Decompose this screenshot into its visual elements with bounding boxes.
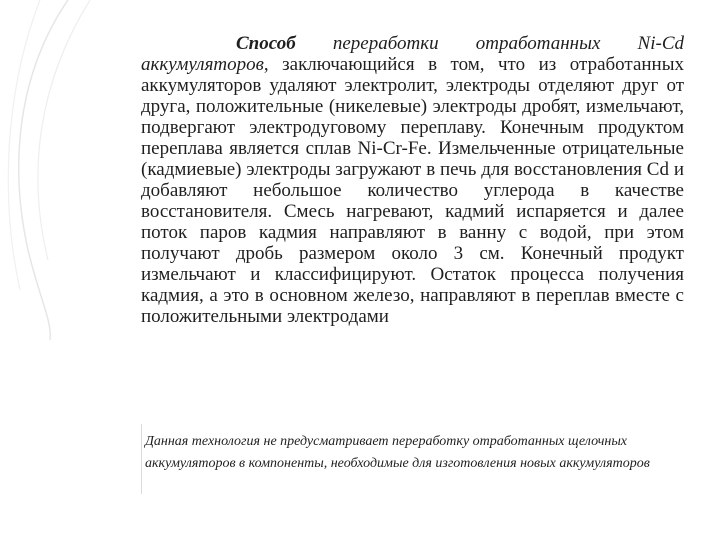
paragraph-body: , заключающийся в том, что из отработанных аккумуляторов удаляют электролит, электроды отделяют друг от друга, положительные (никелевые) электроды дробят, измельчают, подвергают электродуговому переплаву. Конечным продуктом переплава является сплав Ni-Cr-Fe. Измельченные отрицательные (кадмиевые) электроды загружают в печь для восстановления Cd и добавляют небольшое количество углерода в качестве восстановителя. Смесь нагревают, кадмий испаряется и далее поток паров кадмия направляют в ванну с водой, при этом получают дробь размером около 3 см. Конечный продукт измельчают и классифицируют. Остаток процесса получения кадмия, а это в основном железо, направляют в переплав вместе с положительными электродами: [141, 54, 684, 327]
main-paragraph: [141, 33, 684, 327]
note-text: Данная технология не предусматривает переработку отработанных щелочных аккумуляторов в компоненты, необходимые для изготовления новых аккумуляторов: [145, 434, 650, 471]
title-word: Способ: [236, 33, 296, 54]
title-rest: переработки отработанных Ni-Cd аккумуляторов: [141, 33, 684, 75]
